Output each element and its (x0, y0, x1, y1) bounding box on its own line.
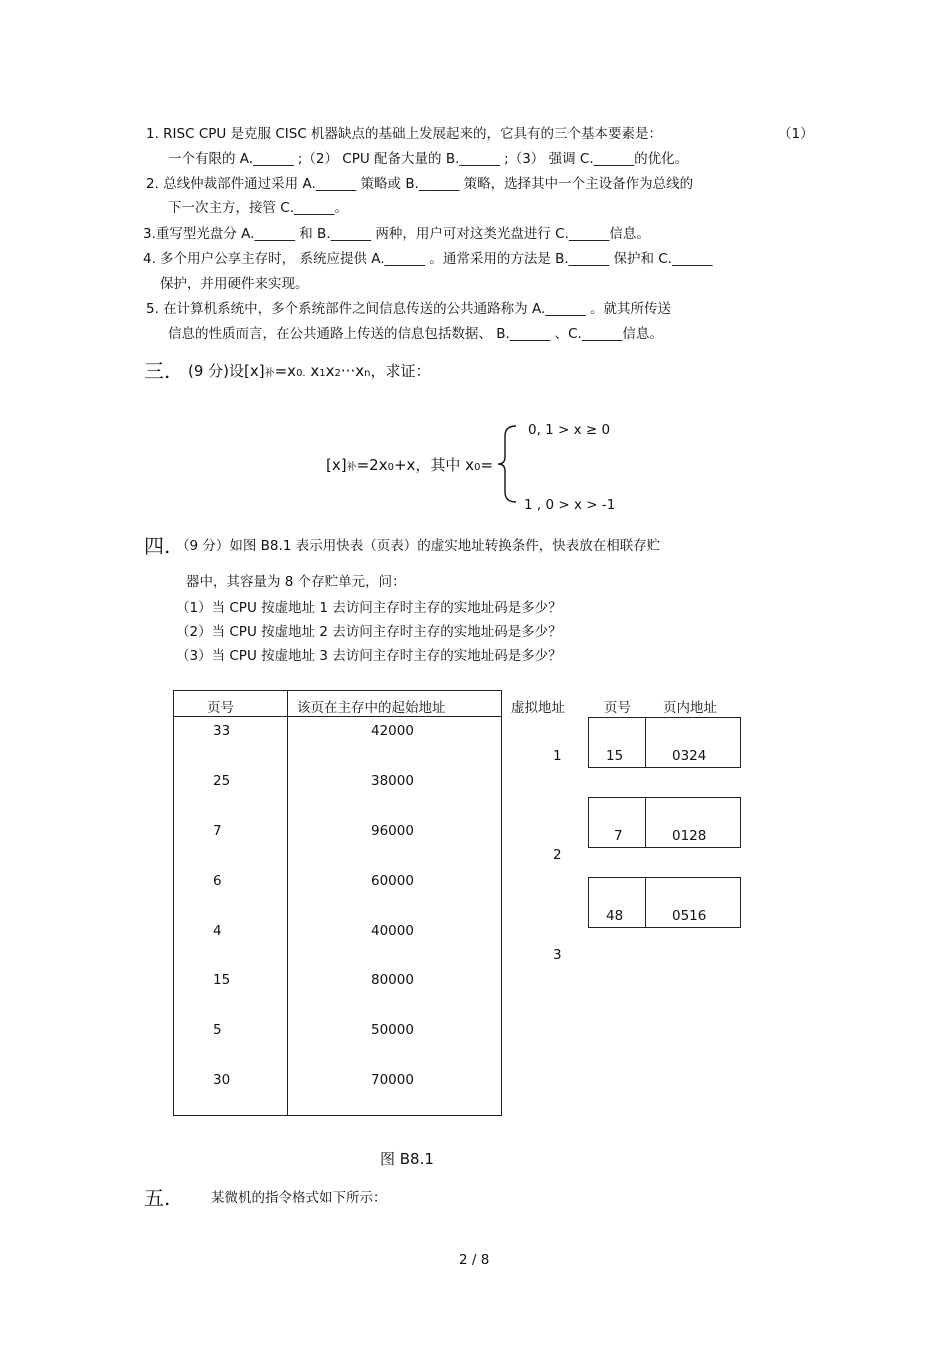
table-row-7-address: 50000 (371, 1022, 414, 1038)
page-table-border (173, 690, 502, 1116)
table-header-page: 页号 (207, 700, 234, 716)
virtual-entry-3-label: 3 (553, 947, 562, 963)
virtual-entry-1-offset: 0324 (672, 748, 707, 764)
virtual-entry-3-page: 48 (606, 908, 624, 924)
q2-item-1-line2: 一个有限的 A.______ ;（2） CPU 配备大量的 B.______ ;（3） 强调 C.______的优化。 (168, 151, 689, 167)
formula-left: [x] (326, 456, 347, 474)
q2-item-3-line1: 3.重写型光盘分 A.______ 和 B.______ 两种，用户可对这类光盘进行 C.______信息。 (143, 226, 650, 242)
q4-sub1: （1）当 CPU 按虚地址 1 去访问主存时主存的实地址码是多少？ (176, 600, 562, 616)
q3-tail2: x (325, 362, 335, 380)
q4-sub3: （3）当 CPU 按虚地址 3 去访问主存时主存的实地址码是多少？ (176, 648, 562, 664)
virtual-entry-1-label: 1 (553, 748, 562, 764)
table-row-2-page: 25 (213, 773, 231, 789)
case-1: 0, 1 > x ≥ 0 (528, 422, 611, 438)
q2-item-1-line1-tail: （1） (778, 126, 814, 142)
table-row-8-page: 30 (213, 1072, 231, 1088)
table-row-3-page: 7 (213, 823, 222, 839)
table-row-2-address: 38000 (371, 773, 414, 789)
q3-sub0: 0. (296, 368, 306, 379)
formula-mid: =2x (356, 456, 388, 474)
table-header-address: 该页在主存中的起始地址 (297, 700, 446, 716)
q3-subn: n (364, 368, 371, 379)
virtual-entry-3-offset: 0516 (672, 908, 707, 924)
table-row-1-page: 33 (213, 723, 231, 739)
formula-sub-bu: 补 (346, 462, 357, 473)
q2-item-1-line1: 1. RISC CPU 是克服 CISC 机器缺点的基础上发展起来的，它具有的三个基本要素是： (146, 126, 663, 142)
table-row-4-address: 60000 (371, 873, 414, 889)
virtual-entry-2-divider (645, 797, 646, 848)
q2-item-2-line2: 下一次主方，接管 C.______。 (168, 200, 349, 216)
virtual-entry-1-page: 15 (606, 748, 624, 764)
q2-item-4-line2: 保护，并用硬件来实现。 (160, 276, 309, 292)
q3-prefix: (9 分)设[x] (188, 362, 265, 380)
q3-tail3: ···x (340, 362, 365, 380)
formula-sub0: 0 (387, 462, 394, 473)
q3-mid: =x (274, 362, 297, 380)
figure-caption: 图 B8.1 (380, 1150, 434, 1168)
q3-sub2: 2 (334, 368, 341, 379)
q2-item-5-line2: 信息的性质而言，在公共通路上传送的信息包括数据、 B.______ 、C.______信息。 (168, 326, 663, 342)
virtual-entry-2-page: 7 (614, 828, 623, 844)
q3-suffix: ，求证： (370, 362, 431, 380)
q2-item-4-line1: 4. 多个用户公享主存时， 系统应提供 A.______ 。通常采用的方法是 B.______ 保护和 C.______ (143, 251, 713, 267)
left-brace-icon (496, 424, 518, 504)
virtual-entry-3-divider (645, 877, 646, 928)
q2-item-5-line1: 5. 在计算机系统中，多个系统部件之间信息传送的公共通路称为 A.______ 。就其所传送 (146, 301, 672, 317)
virtual-entry-1-divider (645, 717, 646, 768)
q5-text: 某微机的指令格式如下所示： (211, 1190, 387, 1206)
table-row-7-page: 5 (213, 1022, 222, 1038)
virtual-entry-2-box (588, 797, 741, 848)
table-row-1-address: 42000 (371, 723, 414, 739)
q3-formula (326, 454, 493, 475)
virtual-header-offset: 页内地址 (663, 700, 717, 716)
table-row-5-page: 4 (213, 923, 222, 939)
formula-sub0b: 0 (474, 462, 481, 473)
q3-number: 三. (144, 359, 171, 383)
page-table-header-rule (173, 716, 502, 717)
table-row-8-address: 70000 (371, 1072, 414, 1088)
table-row-3-address: 96000 (371, 823, 414, 839)
page-table-column-rule (287, 690, 288, 1116)
table-row-6-page: 15 (213, 972, 231, 988)
virtual-entry-2-offset: 0128 (672, 828, 707, 844)
q3-statement (188, 360, 430, 381)
table-row-6-address: 80000 (371, 972, 414, 988)
q3-sub1: 1 (319, 368, 326, 379)
formula-eq: = (480, 456, 494, 474)
q4-number: 四. (144, 534, 171, 558)
virtual-header-label: 虚拟地址 (511, 700, 565, 716)
q4-line1: （9 分）如图 B8.1 表示用快表（页表）的虚实地址转换条件，快表放在相联存贮 (176, 538, 661, 554)
q5-number: 五. (144, 1186, 171, 1210)
table-row-4-page: 6 (213, 873, 222, 889)
q2-item-2-line1: 2. 总线仲裁部件通过采用 A.______ 策略或 B.______ 策略，选择其中一个主设备作为总线的 (146, 176, 694, 192)
q3-tail1: x (305, 362, 320, 380)
virtual-header-page: 页号 (604, 700, 631, 716)
q4-sub2: （2）当 CPU 按虚地址 2 去访问主存时主存的实地址码是多少？ (176, 624, 562, 640)
table-row-5-address: 40000 (371, 923, 414, 939)
q3-sub-bu: 补 (264, 368, 275, 379)
formula-tail: +x，其中 x (393, 456, 475, 474)
page-number: 2 / 8 (459, 1252, 490, 1268)
q4-line2: 器中，其容量为 8 个存贮单元，问： (186, 574, 406, 590)
virtual-entry-2-label: 2 (553, 847, 562, 863)
case-2: 1 , 0 > x > -1 (524, 497, 616, 513)
